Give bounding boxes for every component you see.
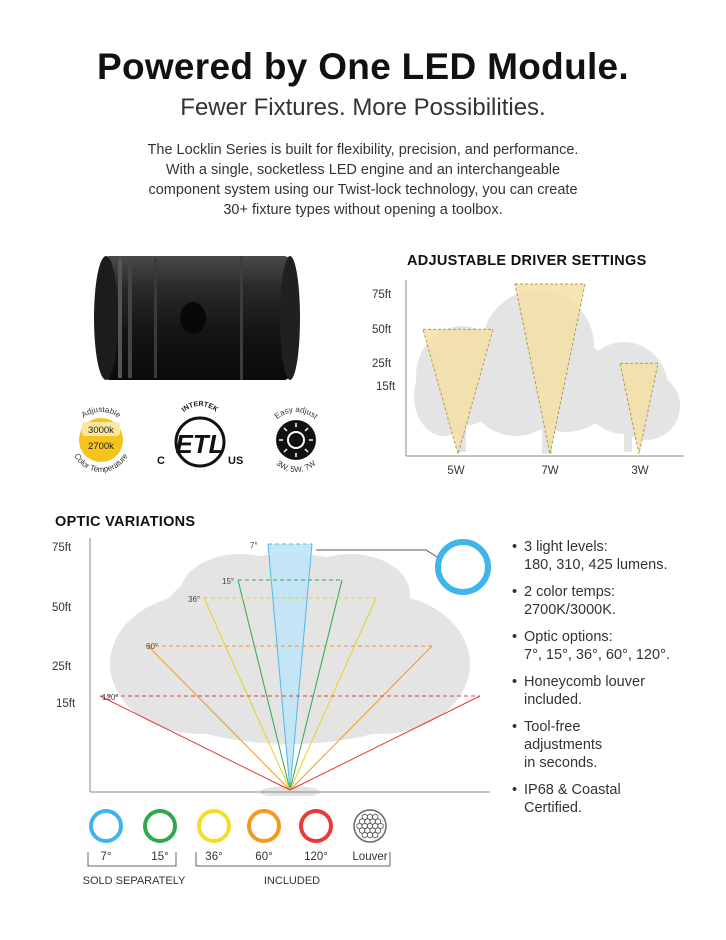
feature-item: • 3 light levels: 180, 310, 425 lumens. bbox=[512, 538, 712, 574]
y-tick-label: 25ft bbox=[372, 358, 392, 370]
beam-angle-label: 15° bbox=[222, 577, 235, 586]
temp-2700k: 2700k bbox=[88, 441, 114, 452]
led-module-image bbox=[90, 250, 305, 386]
y-tick-label: 15ft bbox=[56, 698, 76, 710]
feature-item: • Tool-free adjustments in seconds. bbox=[512, 718, 712, 772]
y-tick-label: 75ft bbox=[52, 542, 72, 554]
driver-settings-chart bbox=[366, 276, 686, 482]
feature-item: • Optic options: 7°, 15°, 36°, 60°, 120°. bbox=[512, 628, 712, 664]
optic-rings-legend bbox=[70, 804, 410, 890]
svg-text:Adjustable bbox=[80, 405, 123, 420]
badge-top-text: Easy adjust bbox=[272, 404, 320, 421]
etl-mark: ETL bbox=[175, 429, 225, 459]
optic-chart-title: OPTIC VARIATIONS bbox=[55, 514, 196, 530]
ring-15-icon bbox=[145, 811, 175, 841]
svg-text:Easy adjust bbox=[273, 405, 320, 421]
etl-us-text: US bbox=[228, 455, 244, 467]
feature-item: • IP68 & Coastal Certified. bbox=[512, 781, 712, 817]
intro-line: component system using our Twist-lock technology, you can create bbox=[148, 182, 578, 198]
ring-label: 7° bbox=[100, 851, 112, 863]
y-tick-label: 75ft bbox=[372, 289, 392, 301]
etl-listed-icon bbox=[154, 400, 246, 478]
ring-label: 36° bbox=[205, 851, 223, 863]
temp-3000k: 3000k bbox=[88, 425, 114, 436]
y-tick-label: 50ft bbox=[372, 324, 392, 336]
driver-chart-title: ADJUSTABLE DRIVER SETTINGS bbox=[407, 253, 647, 269]
sold-separately-label: SOLD SEPARATELY bbox=[82, 875, 186, 887]
x-tick-label: 3W bbox=[631, 465, 649, 477]
included-label: INCLUDED bbox=[263, 875, 321, 887]
y-tick-label: 15ft bbox=[376, 381, 396, 393]
ring-7-icon bbox=[91, 811, 121, 841]
ring-7-callout-icon bbox=[432, 536, 494, 598]
beam-angle-label: 120° bbox=[102, 693, 119, 702]
page-subheading: Fewer Fixtures. More Possibilities. bbox=[180, 94, 546, 121]
feature-list bbox=[512, 538, 712, 826]
feature-item: • 2 color temps: 2700K/3000K. bbox=[512, 583, 712, 619]
beam-angle-label: 60° bbox=[146, 642, 159, 651]
etl-c-text: C bbox=[157, 455, 165, 467]
ring-60-icon bbox=[249, 811, 279, 841]
feature-item: • Honeycomb louver included. bbox=[512, 673, 712, 709]
color-temp-badge bbox=[63, 402, 139, 478]
ring-label: 15° bbox=[151, 851, 169, 863]
beam-angle-label: 36° bbox=[188, 595, 201, 604]
badge-bottom-text: 3W, 5W, 7W bbox=[274, 458, 318, 475]
y-tick-label: 50ft bbox=[52, 602, 72, 614]
ring-label: 120° bbox=[304, 851, 328, 863]
badge-top-text: Adjustable bbox=[79, 404, 123, 420]
etl-arc-text: INTERTEK bbox=[180, 400, 220, 414]
badge-bottom-text: Color Temperature bbox=[72, 451, 130, 475]
ring-label: 60° bbox=[255, 851, 273, 863]
x-tick-label: 5W bbox=[447, 465, 465, 477]
intro-line: The Locklin Series is built for flexibility, precision, and performance. bbox=[147, 142, 579, 158]
ring-120-icon bbox=[301, 811, 331, 841]
svg-text:3W, 5W, 7W bbox=[275, 458, 318, 474]
page-headline: Powered by One LED Module. bbox=[96, 46, 630, 87]
intro-line: With a single, socketless LED engine and an interchangeable bbox=[165, 162, 561, 178]
easy-adjust-badge bbox=[258, 402, 334, 478]
intro-paragraph bbox=[95, 140, 631, 220]
intro-line: 30+ fixture types without opening a toolbox. bbox=[223, 202, 503, 218]
beam-angle-label: 7° bbox=[250, 541, 258, 550]
ring-label: Louver bbox=[352, 851, 388, 863]
louver-icon bbox=[354, 810, 386, 842]
ring-36-icon bbox=[199, 811, 229, 841]
svg-text:INTERTEK bbox=[181, 401, 219, 414]
y-tick-label: 25ft bbox=[52, 661, 72, 673]
x-tick-label: 7W bbox=[541, 465, 559, 477]
